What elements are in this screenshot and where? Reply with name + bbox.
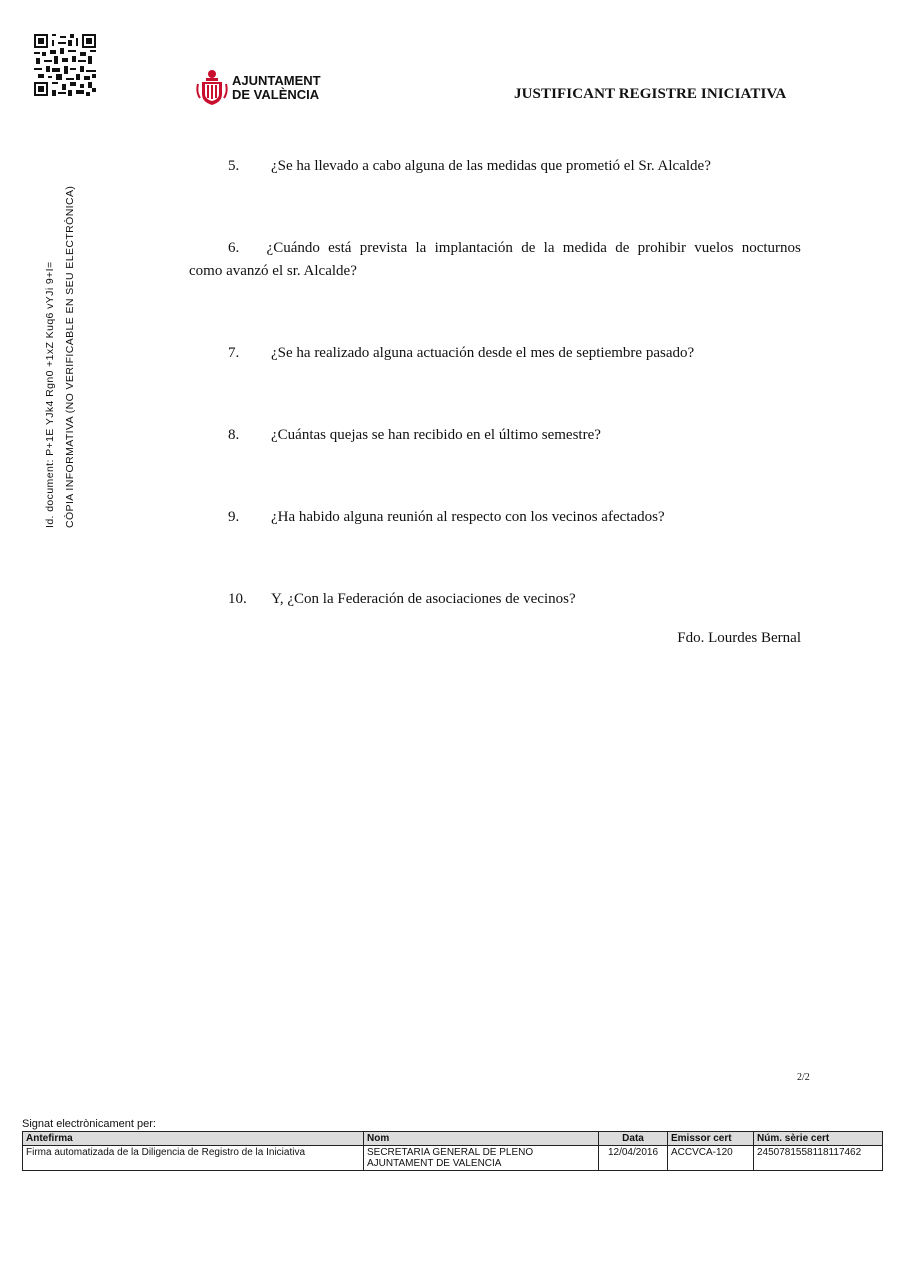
signed-by-label: Signat electrònicament per: [22, 1118, 156, 1130]
header-serie: Núm. sèrie cert [754, 1132, 883, 1146]
question-number: 8. [228, 427, 240, 443]
question-7 [228, 342, 808, 365]
header-emissor: Emissor cert [668, 1132, 754, 1146]
question-5 [228, 155, 808, 178]
side-verification-text [40, 186, 80, 528]
header-data: Data [599, 1132, 668, 1146]
question-6-line-1 [189, 237, 801, 260]
cell-antefirma: Firma automatizada de la Diligencia de Registro de la Iniciativa [23, 1146, 364, 1171]
logo-line-1: AJUNTAMENT [232, 73, 321, 88]
question-number: 9. [228, 509, 240, 525]
question-number: 6. [228, 240, 240, 256]
word: ¿Cuándo [266, 240, 320, 256]
question-number: 7. [228, 345, 240, 361]
word: de [521, 240, 536, 256]
word: implantación [434, 240, 513, 256]
word: está [328, 240, 352, 256]
signature-line: Fdo. Lourdes Bernal [677, 630, 801, 646]
header-antefirma: Antefirma [23, 1132, 364, 1146]
word: de [615, 240, 630, 256]
word: vuelos [694, 240, 734, 256]
cell-emissor: ACCVCA-120 [668, 1146, 754, 1171]
cell-nom [364, 1146, 599, 1171]
question-8 [228, 424, 808, 447]
word: la [543, 240, 555, 256]
copy-notice: CÒPIA INFORMATIVA (NO VERIFICABLE EN SEU ELECTRÒNICA) [64, 185, 76, 528]
cell-serie: 2450781558118117462 [754, 1146, 883, 1171]
question-9 [228, 506, 808, 529]
signature-table-header [23, 1132, 883, 1146]
table-row [23, 1146, 883, 1171]
signature-table [22, 1131, 883, 1171]
logo-line-2: DE VALÈNCIA [232, 87, 320, 102]
question-number: 10. [228, 591, 247, 607]
document-id: Id. document: P+1E YJk4 Rgn0 +1xZ Kuq6 vYJi 9+I= [44, 261, 56, 528]
question-10 [228, 588, 808, 611]
question-text: ¿Ha habido alguna reunión al respecto con los vecinos afectados? [271, 509, 665, 525]
qr-code-icon [34, 34, 96, 96]
cell-data: 12/04/2016 [599, 1146, 668, 1171]
question-6-line-2: como avanzó el sr. Alcalde? [189, 263, 357, 279]
ajuntament-logo [196, 68, 321, 108]
word: nocturnos [741, 240, 801, 256]
question-number: 5. [228, 158, 240, 174]
page-number: 2/2 [797, 1072, 810, 1083]
question-text: ¿Se ha llevado a cabo alguna de las medidas que prometió el Sr. Alcalde? [271, 158, 711, 174]
question-text: Y, ¿Con la Federación de asociaciones de vecinos? [271, 591, 576, 607]
header-nom: Nom [364, 1132, 599, 1146]
word: medida [562, 240, 607, 256]
nom-line-1: SECRETARIA GENERAL DE PLENO [367, 1147, 534, 1158]
nom-line-2: AJUNTAMENT DE VALENCIA [367, 1158, 502, 1169]
question-text: ¿Cuántas quejas se han recibido en el último semestre? [271, 427, 601, 443]
word: prohibir [637, 240, 686, 256]
word: prevista [359, 240, 408, 256]
question-text: ¿Se ha realizado alguna actuación desde el mes de septiembre pasado? [271, 345, 695, 361]
word: la [415, 240, 427, 256]
document-title: JUSTIFICANT REGISTRE INICIATIVA [514, 86, 787, 102]
coat-of-arms-icon [196, 68, 228, 108]
question-6 [189, 237, 801, 283]
